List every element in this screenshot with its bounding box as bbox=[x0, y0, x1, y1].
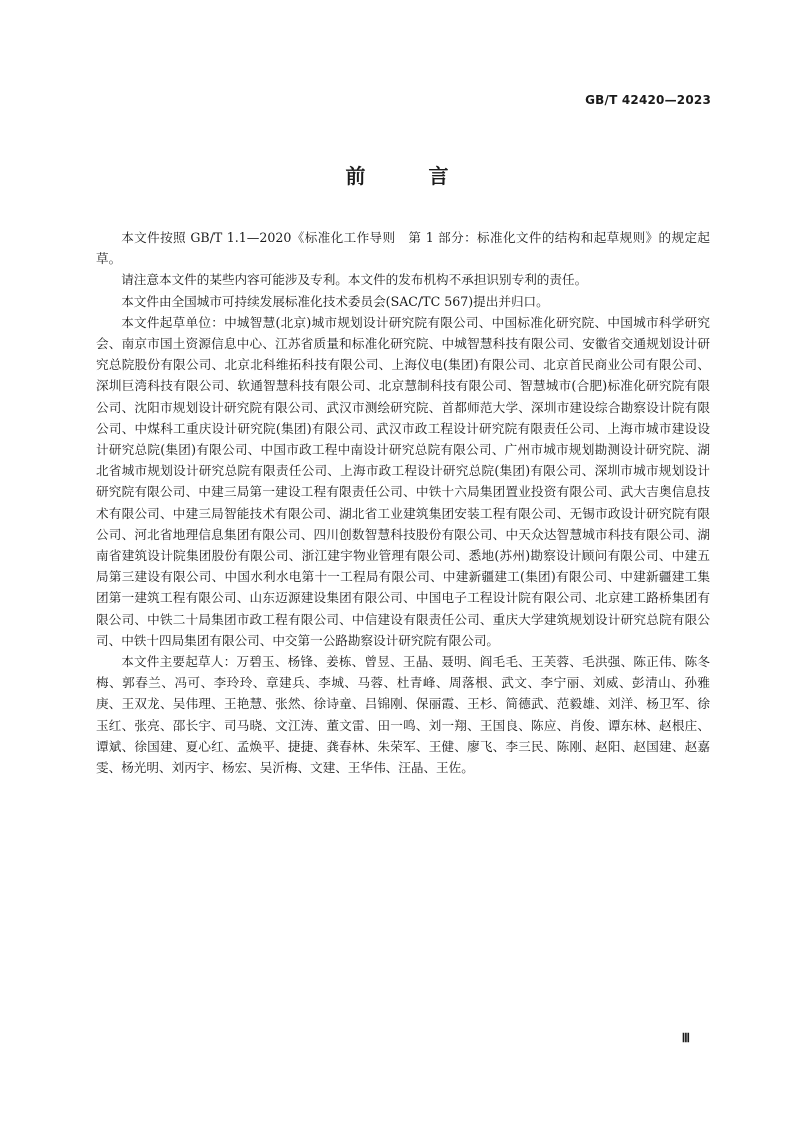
paragraph-patent-notice: 请注意本文件的某些内容可能涉及专利。本文件的发布机构不承担识别专利的责任。 bbox=[121, 272, 588, 288]
paragraph-drafting-organizations: 本文件起草单位：中城智慧(北京)城市规划设计研究院有限公司、中国标准化研究院、中国城市科学研究会、南京市国土资源信息中心、江苏省质量和标准化研究院、中城智慧科技有限公司、安徽省交通规划设计研究总院股份有限公司、北京北科维拓科技有限公司、上海仪电(集团)有限公司、北京首民商业公司有限公司、深圳巨湾科技有限公司、软通智慧科技有限公司、北京慧制科技有限公司、智慧城市(合肥)标准化研究院有限公司、沈阳市规划设计研究院有限公司、武汉市测绘研究院、首都师范大学、深圳市建设综合勘察设计院有限公司、中煤科工重庆设计研究院(集团)有限公司、武汉市政工程设计研究院有限责任公司、上海市城市建设设计研究总院(集团)有限公司、中国市政工程中南设计研究总院有限公司、广州市城市规划勘测设计研究院、湖北省城市规划设计研究总院有限责任公司、上海市政工程设计研究总院(集团)有限公司、深圳市城市规划设计研究院有限公司、中建三局第一建设工程有限责任公司、中铁十六局集团置业投资有限公司、武大吉奥信息技术有限公司、中建三局智能技术有限公司、湖北省工业建筑集团安装工程有限公司、无锡市政设计研究院有限公司、河北省地理信息集团有限公司、四川创数智慧科技股份有限公司、中天众达智慧城市科技有限公司、湖南省建筑设计院集团股份有限公司、浙江建宇物业管理有限公司、悉地(苏州)勘察设计顾问有限公司、中建五局第三建设有限公司、中国水利水电第十一工程局有限公司、中建新疆建工(集团)有限公司、中建新疆建工集团第一建筑工程有限公司、山东迈源建设集团有限公司、中国电子工程设计院有限公司、北京建工路桥集团有限公司、中铁二十局集团市政工程有限公司、中信建设有限责任公司、重庆大学建筑规划设计研究总院有限公司、中铁十四局集团有限公司、中交第一公路勘察设计研究院有限公司。 bbox=[96, 314, 710, 648]
paragraph-proposer: 本文件由全国城市可持续发展标准化技术委员会(SAC/TC 567)提出并归口。 bbox=[121, 293, 549, 309]
page-title: 前 言 bbox=[345, 164, 477, 188]
paragraph-drafting-rules: 本文件按照 GB/T 1.1—2020《标准化工作导则 第 1 部分：标准化文件的结构和起草规则》的规定起草。 bbox=[96, 230, 710, 267]
foreword-body bbox=[96, 227, 710, 778]
page-number: Ⅲ bbox=[681, 1031, 690, 1045]
paragraph-main-drafters: 本文件主要起草人：万碧玉、杨锋、姜栋、曾昱、王晶、聂明、阎毛毛、王芙蓉、毛洪强、陈正伟、陈冬梅、郭春兰、冯可、李玲玲、章建兵、李城、马蓉、杜青峰、周落根、武文、李宁丽、刘威、彭清山、孙雅庚、王双龙、吴伟理、王艳慧、张然、徐诗童、吕锦刚、保丽霞、王杉、简德武、范毅雄、刘洋、杨卫军、徐玉红、张亮、邵长宇、司马晓、文江涛、董文雷、田一鸣、刘一翔、王国良、陈应、肖俊、谭东林、赵根庄、谭斌、徐国建、夏心红、孟焕平、捷捷、龚春林、朱荣军、王健、廖飞、李三民、陈刚、赵阳、赵国建、赵嘉雯、杨光明、刘丙宇、杨宏、吴沂梅、文建、王华伟、汪晶、王佐。 bbox=[96, 654, 710, 776]
standard-number: GB/T 42420—2023 bbox=[585, 93, 711, 107]
